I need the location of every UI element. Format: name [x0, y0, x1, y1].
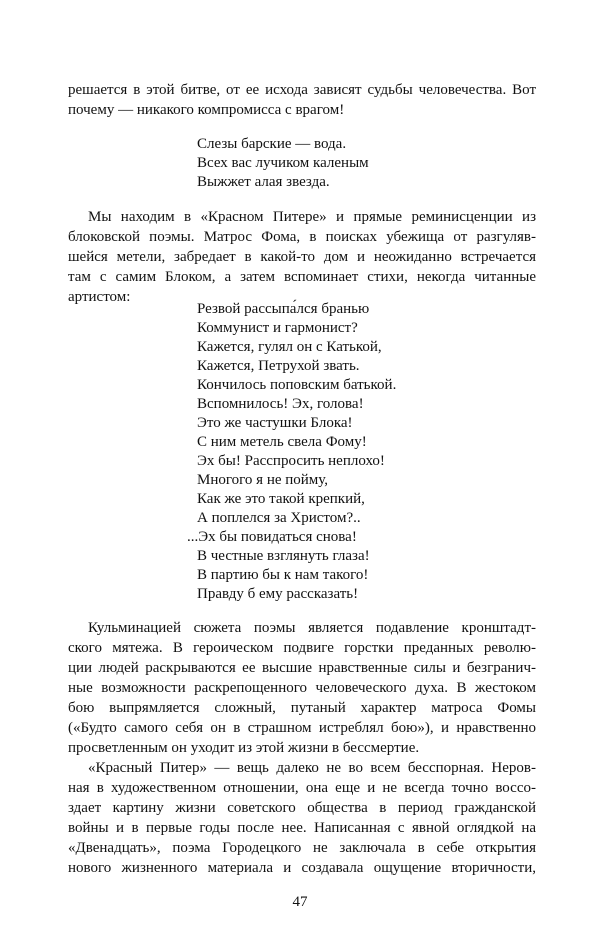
poem-line: А поплелся за Христом?..: [197, 510, 361, 526]
poem-line: Многого я не пойму,: [197, 472, 329, 488]
poem-line: В партию бы к нам такого!: [197, 567, 369, 583]
epigraph-line: Выжжет алая звезда.: [197, 174, 330, 190]
poem-line: Кажется, гулял он с Катькой,: [197, 339, 382, 355]
poem-line: ...Эх бы повидаться снова!: [187, 529, 357, 545]
text-line: просветленным он уходит из этой жизни в бессмертие.: [68, 740, 420, 756]
poem-line: Правду б ему рассказать!: [197, 586, 359, 602]
poem-line: В честные взглянуть глаза!: [197, 548, 370, 564]
text-line: ции людей раскрываются ее высшие нравственные силы и безгранич-: [68, 660, 536, 676]
text-line: артистом:: [68, 289, 131, 305]
text-line: «Двенадцать», поэма Городецкого не заключала в себе открытия: [68, 840, 536, 856]
poem-line: Кажется, Петрухой звать.: [197, 358, 360, 374]
poem-line: Кончилось поповским батькой.: [197, 377, 397, 393]
text-line: там с самим Блоком, а затем вспоминает стихи, некогда читанные: [68, 269, 536, 285]
poem-line: Резвой рассыпа́лся бранью: [197, 301, 370, 317]
text-line: здает картину жизни советского общества в период гражданской: [68, 800, 536, 816]
poem-line: С ним метель свела Фому!: [197, 434, 367, 450]
poem-line: Коммунист и гармонист?: [197, 320, 358, 336]
page-number: 47: [292, 894, 308, 910]
poem-line: Эх бы! Расспросить неплохо!: [197, 453, 385, 469]
poem-line: Это же частушки Блока!: [197, 415, 353, 431]
epigraph-line: Всех вас лучиком каленым: [197, 155, 369, 171]
text-line: («Будто самого себя он в страшном истреблял бою»), и нравственно: [68, 720, 536, 736]
text-line: ные возможности раскрепощенного человеческого духа. В жестоком: [68, 680, 536, 696]
text-line: Мы находим в «Красном Питере» и прямые реминисценции из: [88, 209, 536, 225]
text-line: ского мятежа. В героическом подвиге горстки преданных револю-: [68, 640, 536, 656]
poem-line: Как же это такой крепкий,: [197, 491, 365, 507]
text-line: шейся метели, забредает в какой-то дом и неожиданно встречается: [68, 249, 536, 265]
text-line: Кульминацией сюжета поэмы является подавление кронштадт-: [88, 620, 536, 636]
epigraph-line: Слезы барские — вода.: [197, 136, 347, 152]
text-line: нового жизненного материала и создавала ощущение вторичности,: [68, 860, 536, 876]
poem-line: Вспомнилось! Эх, голова!: [197, 396, 364, 412]
text-line: ная в художественном отношении, она еще и не всегда точно воссо-: [68, 780, 536, 796]
text-line: блоковской поэмы. Матрос Фома, в поисках убежища от разгуляв-: [68, 229, 536, 245]
text-line: «Красный Питер» — вещь далеко не во всем бесспорная. Неров-: [88, 760, 536, 776]
text-line: бою выпрямляется сложный, путаный характер матроса Фомы: [68, 700, 536, 716]
text-line: почему — никакого компромисса с врагом!: [68, 102, 345, 118]
text-line: решается в этой битве, от ее исхода зависят судьбы человечества. Вот: [68, 82, 536, 98]
text-line: войны и в первые годы после нее. Написанная с явной оглядкой на: [68, 820, 536, 836]
